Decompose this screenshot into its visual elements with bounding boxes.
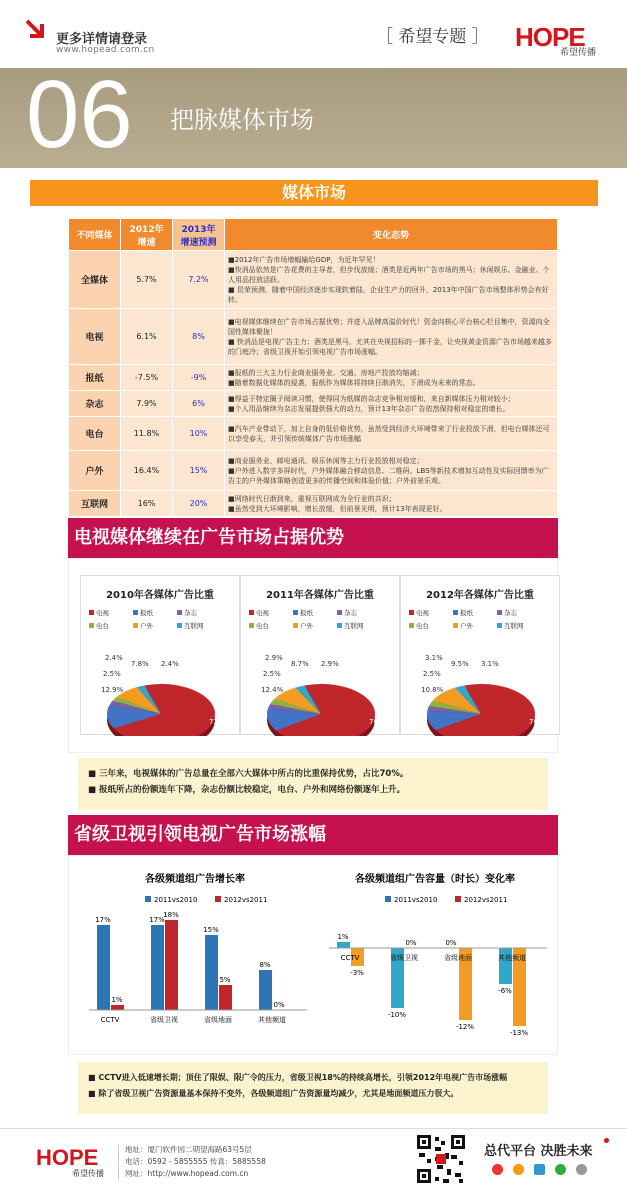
trend-desc: ■2012年广告市场增幅输给GDP，为近年罕见！ ■快消品依然是广告花费的主导者，但步伐放缓；酒类是近两年广告市场的黑马；休闲娱乐、金融业、个人用品投放活跃。 ■ 昆荣预测，随着中国经济逐步实现软着陆，企业生产力的回升，2013年中国广告市场整体形势会有好转。 [225,251,558,309]
bar-chart-growth [75,860,315,1050]
growth-2012: -7.5% [121,365,173,391]
legend-label: 互联网 [504,622,524,630]
category-label: 省级卫视 [390,954,418,962]
bar [337,942,350,948]
pie-title: 2011年各媒体广告比重 [266,590,374,601]
bar-chart-capacity [315,860,555,1050]
special-topic-label: ［ 希望专题 ］ [376,27,489,47]
col-2012: 2012年 增速 [121,219,173,251]
legend-label: 2011vs2010 [394,896,438,904]
legend-label: 2012vs2011 [224,896,268,904]
legend-label: 杂志 [344,609,357,617]
bar-value-label: 5% [219,976,231,984]
bar-value-label: 8% [259,961,271,969]
table-row [69,365,558,391]
growth-2012: 11.8% [121,417,173,451]
growth-2013: 15% [173,451,225,491]
note2-line1: ■ CCTV进入低速增长期；顶住了限娱、限广令的压力，省级卫视18%的持续高增长，引领2012年电视广告市场涨幅 [88,1073,508,1082]
table-row [69,491,558,517]
bar [219,985,232,1010]
category-label: CCTV [340,954,360,962]
legend-swatch [385,896,391,902]
media-name: 户外 [69,451,121,491]
growth-2012: 16% [121,491,173,517]
legend-label: 报纸 [140,609,153,617]
bar-chart-title: 各级频道组广告容量（时长）变化率 [355,874,515,885]
pie-label: 12.4% [261,686,284,694]
pie-title: 2012年各媒体广告比重 [426,590,534,601]
col-media: 不同媒体 [69,219,121,251]
growth-2013: 10% [173,417,225,451]
media-name: 电台 [69,417,121,451]
dot-icon [604,1138,609,1143]
legend-label: 电视 [96,609,109,617]
table-row [69,251,558,309]
bar-value-label: 17% [149,916,165,924]
pie-label: 70.6% [369,718,392,726]
legend-label: 杂志 [184,609,197,617]
legend-label: 2011vs2010 [154,896,198,904]
legend-label: 电台 [96,622,109,630]
trend-desc: ■得益于特定圈子阅读习惯，使得同为纸媒的杂志竞争相对缓和，来自新媒体压力相对较小； ■个人用品继续为杂志发展提供强大的动力，预计13年杂志广告依然保持相对稳定的增长。 [225,391,558,417]
pie-label: 3.1% [425,654,443,662]
category-label: 其他频道 [258,1016,286,1024]
pie-label: 2.4% [161,660,179,668]
category-label: CCTV [100,1016,120,1024]
bar [151,925,164,1010]
legend-label: 户外 [460,622,473,630]
footer-address: 地址：厦门软件园二期望海路63号5层 [125,1145,252,1154]
arrow-icon [24,18,48,42]
footer-logo: HOPE [36,1145,99,1170]
growth-2013: 7.2% [173,251,225,309]
bar [205,935,218,1010]
pie-label: 2.9% [265,654,283,662]
growth-2012: 5.7% [121,251,173,309]
bar [111,1005,124,1010]
legend-label: 互联网 [184,622,204,630]
legend-label: 杂志 [504,609,517,617]
pie-label: 9.5% [451,660,469,668]
col-trend: 变化态势 [225,219,558,251]
growth-2013: 8% [173,309,225,365]
bar-value-label: 15% [203,926,219,934]
section-title-media-market: 媒体市场 [30,180,598,206]
pie-label: 70.9% [529,718,552,726]
category-label: 其他频道 [498,954,526,962]
pie-label: 7.8% [131,660,149,668]
note1-line1: ■ 三年来，电视媒体的广告总量在全部六大媒体中所占的比重保持优势，占比70%。 [88,769,409,779]
legend-swatch [145,896,151,902]
pie-label: 12.9% [101,686,124,694]
pie-chart [400,575,560,735]
trend-desc: ■电视媒体继续在广告市场占据优势；并进入品牌高溢价时代！资金向核心平台核心栏目集中，资源向全国性媒体聚拢！ ■ 快消品是电视广告主力；酒类是黑马，尤其在央视招标的一掷千金，让央视黄金资源广告市场越来越多的门庭冷；省级卫视开始引领电视广告市场涨幅。 [225,309,558,365]
legend-swatch [215,896,221,902]
bar-value-label: -6% [498,987,512,995]
bar-value-label: 0% [445,939,457,947]
bar-value-label: -12% [455,1023,475,1031]
weibo-icon[interactable] [492,1164,503,1175]
bar-value-label: 0% [405,939,417,947]
legend-label: 报纸 [460,609,473,617]
pie-label: 2.5% [423,670,441,678]
note-box-1 [78,758,548,810]
trend-desc: ■商业服务业、邮电通讯、娱乐休闲等主力行业投放相对稳定； ■户外进入数字多屏时代，户外媒体融合移动信息、二维码、LBS等新技术增加互动性及实际回馈率为广告主的户外媒体策略创造更多的传播空间和体验价值；户外前景乐观。 [225,451,558,491]
growth-2013: 6% [173,391,225,417]
legend-label: 2012vs2011 [464,896,508,904]
chapter-title: 把脉媒体市场 [170,106,314,134]
bar-value-label: 1% [337,933,349,941]
logo-subtitle: 希望传播 [560,48,597,58]
legend-label: 电台 [256,622,269,630]
legend-label: 电视 [256,609,269,617]
growth-2012: 6.1% [121,309,173,365]
legend-label: 电视 [416,609,429,617]
bar-value-label: 1% [111,996,123,1004]
table-row [69,391,558,417]
trend-desc: ■网络时代日渐到来，重视互联网成为全行业的共识； ■虽然受到大环境影响，增长放缓，但前景光明，预计13年表现更好。 [225,491,558,517]
pie-label: 2.5% [263,670,281,678]
more-icon[interactable] [576,1164,587,1175]
legend-label: 互联网 [344,622,364,630]
bar-value-label: 18% [163,911,179,919]
pie-chart [80,575,240,735]
note-box-2 [78,1062,548,1114]
chapter-number: 06 [26,61,133,168]
category-label: 省级卫视 [150,1016,178,1024]
media-name: 报纸 [69,365,121,391]
media-table [68,218,558,517]
pie-label: 2.9% [321,660,339,668]
bar-value-label: 17% [95,916,111,924]
media-name: 互联网 [69,491,121,517]
pie-chart [240,575,400,735]
growth-2013: 20% [173,491,225,517]
footer-web[interactable]: 网址：http://www.hopead.com.cn [125,1169,249,1178]
table-row [69,417,558,451]
legend-label: 电台 [416,622,429,630]
bar-value-label: 0% [273,1001,285,1009]
media-name: 全媒体 [69,251,121,309]
footer-phone: 电话：0592 - 5855555 传真：5885558 [125,1157,266,1166]
social-icons [492,1164,587,1175]
share-icon[interactable] [555,1164,566,1175]
bar [97,925,110,1010]
bar-value-label: -13% [509,1029,529,1037]
growth-2012: 16.4% [121,451,173,491]
table-row [69,451,558,491]
pie-label: 72.1% [209,718,232,726]
note1-line2: ■ 报纸所占的份额连年下降，杂志份额比较稳定，电台、户外和网络份额逐年上升。 [88,785,405,795]
growth-2013: -9% [173,365,225,391]
legend-label: 报纸 [300,609,313,617]
pie-title: 2010年各媒体广告比重 [106,590,214,601]
bar [165,920,178,1010]
footer-logo-sub: 希望传播 [72,1169,104,1178]
media-name: 电视 [69,309,121,365]
pie-label: 10.8% [421,686,444,694]
growth-2012: 7.9% [121,391,173,417]
legend-label: 户外 [300,622,313,630]
qzone-icon[interactable] [513,1164,524,1175]
legend-label: 户外 [140,622,153,630]
blog-icon[interactable] [534,1164,545,1175]
bar [259,970,272,1010]
table-row [69,309,558,365]
qr-code-icon [415,1133,467,1185]
legend-swatch [455,896,461,902]
footer-contact [118,1144,266,1180]
pie-label: 2.4% [105,654,123,662]
bar-chart-title: 各级频道组广告增长率 [145,874,245,885]
note2-line2: ■ 除了省级卫视广告资源量基本保持不变外，各级频道组广告资源量均减少，尤其是地面频道压力很大。 [88,1089,459,1098]
pie-label: 3.1% [481,660,499,668]
pie-label: 2.5% [103,670,121,678]
trend-desc: ■汽车产业带动下，加上自身的低价格优势，虽然受到经济大环境带来了行业投放下滑，但电台媒体还可以享受春天，并引领传统媒体广告市场涨幅 [225,417,558,451]
site-url[interactable]: www.hopead.com.cn [56,45,155,55]
category-label: 省级地面 [204,1016,232,1024]
more-info-link[interactable]: 更多详情请登录 [56,32,148,47]
col-2013: 2013年 增速预测 [173,219,225,251]
bar-value-label: -10% [387,1011,407,1019]
media-name: 杂志 [69,391,121,417]
trend-desc: ■报纸的三大主力行业商业服务业、交通、房地产投放均缩减； ■随着数据化媒体的侵袭，报纸作为媒体将持续日渐消失，下滑成为未来的常态。 [225,365,558,391]
section-title-tv: 电视媒体继续在广告市场占据优势 [68,518,558,558]
footer-slogan: 总代平台 决胜未来 [484,1144,593,1159]
bar-value-label: -3% [350,969,364,977]
category-label: 省级地面 [444,954,472,962]
pie-label: 8.7% [291,660,309,668]
hope-logo: HOPE [515,22,585,52]
section-title-satellite: 省级卫视引领电视广告市场涨幅 [68,815,558,855]
